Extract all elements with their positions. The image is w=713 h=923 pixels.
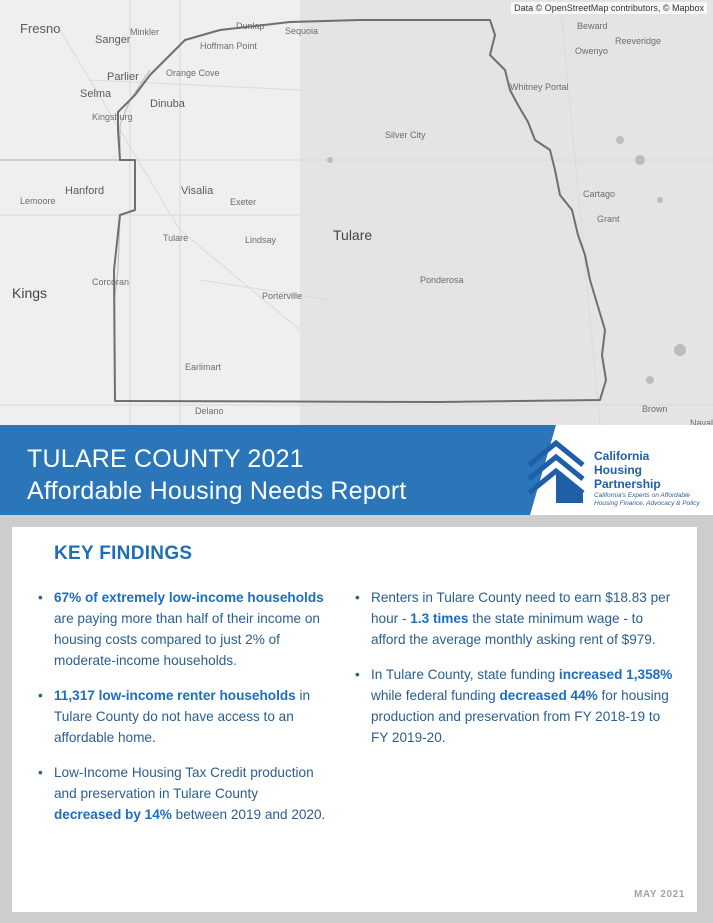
finding-highlight: 1.3 times [410,611,469,626]
logo-name-line: California [594,449,650,463]
finding-highlight: decreased by 14% [54,807,172,822]
map-graphics [0,0,713,425]
place-label: Dunlap [236,21,265,31]
logo-tagline [594,492,700,508]
place-label: Sanger [95,34,131,46]
place-label: Visalia [181,185,214,197]
finding-item [355,664,675,748]
place-label: Lindsay [245,235,277,245]
county-map [0,0,713,425]
place-label: Whitney Portal [510,82,569,92]
place-label: Dinuba [150,98,185,110]
title-banner [0,425,713,515]
finding-text: while federal funding [371,688,500,703]
finding-highlight: increased 1,358% [558,667,673,682]
place-label: Hanford [65,185,105,197]
report-date: MAY 2021 [634,889,685,900]
place-label: Sequoia [285,26,319,36]
finding-text: for housing production and preservation from FY 2018-19 to FY 2019-20. [371,688,669,745]
logo-tagline-line: Housing Finance, Advocacy & Policy [594,500,700,507]
county-label-tulare: Tulare [333,227,373,243]
logo-name-line: Partnership [594,477,661,491]
map-attribution[interactable]: Data © OpenStreetMap contributors, © Mapbox [511,2,707,14]
place-label: Kingsburg [92,112,133,122]
place-label: Orange Cove [166,68,220,78]
place-label: Reeveridge [615,36,662,46]
mountain-region [300,0,713,425]
chp-logo-icon [521,435,591,507]
place-label: Earlimart [185,362,222,372]
report-title-line2: Affordable Housing Needs Report [27,477,407,505]
finding-highlight: 67% of extremely low-income households [54,590,324,605]
place-label: Hoffman Point [200,41,257,51]
place-label: Owenyo [575,46,609,56]
findings-column-left [38,587,328,839]
place-label: Porterville [262,291,303,301]
place-label: Exeter [230,197,257,207]
finding-text: Renters in Tulare County need to earn $18.83 per hour - [371,590,671,626]
finding-text: between 2019 and 2020. [171,807,326,822]
place-label: Beward [577,21,608,31]
finding-item [38,587,328,671]
logo-text [594,449,700,508]
place-label: Corcoran [92,277,130,287]
place-label: Delano [195,406,224,416]
place-label: Cartago [583,189,616,199]
place-label: Naval [690,418,713,425]
place-label: Minkler [130,27,160,37]
place-label: Brown [642,404,668,414]
finding-highlight: decreased 44% [499,688,598,703]
finding-item [38,762,328,825]
place-label: Fresno [20,21,61,36]
report-title [27,443,407,507]
place-label: Selma [80,88,112,100]
finding-text: are paying more than half of their income on housing costs compared to just 2% of moderate-income households. [54,611,320,668]
finding-text: In Tulare County, state funding [371,667,559,682]
finding-text: the state minimum wage - to afford the average monthly asking rent of $979. [371,611,656,647]
finding-text: Low-Income Housing Tax Credit production and preservation in Tulare County [54,765,314,801]
finding-item [38,685,328,748]
place-label: Lemoore [20,196,56,206]
place-label: Tulare [163,233,189,243]
logo-tagline-line: California's Experts on Affordable [594,492,691,499]
place-label: Silver City [385,130,426,140]
logo-name-line: Housing [594,463,642,477]
report-title-line1: TULARE COUNTY 2021 [27,445,304,473]
place-label: Grant [597,214,620,224]
findings-heading: KEY FINDINGS [54,543,193,564]
finding-highlight: 11,317 low-income renter households [54,688,296,703]
finding-text: in Tulare County do not have access to an affordable home. [54,688,311,745]
place-label: Parlier [107,71,139,83]
findings-card [12,527,697,912]
finding-item [355,587,675,650]
findings-column-right [355,587,675,762]
county-label-kings: Kings [12,285,48,301]
place-label: Ponderosa [420,275,464,285]
logo-name [594,449,700,491]
